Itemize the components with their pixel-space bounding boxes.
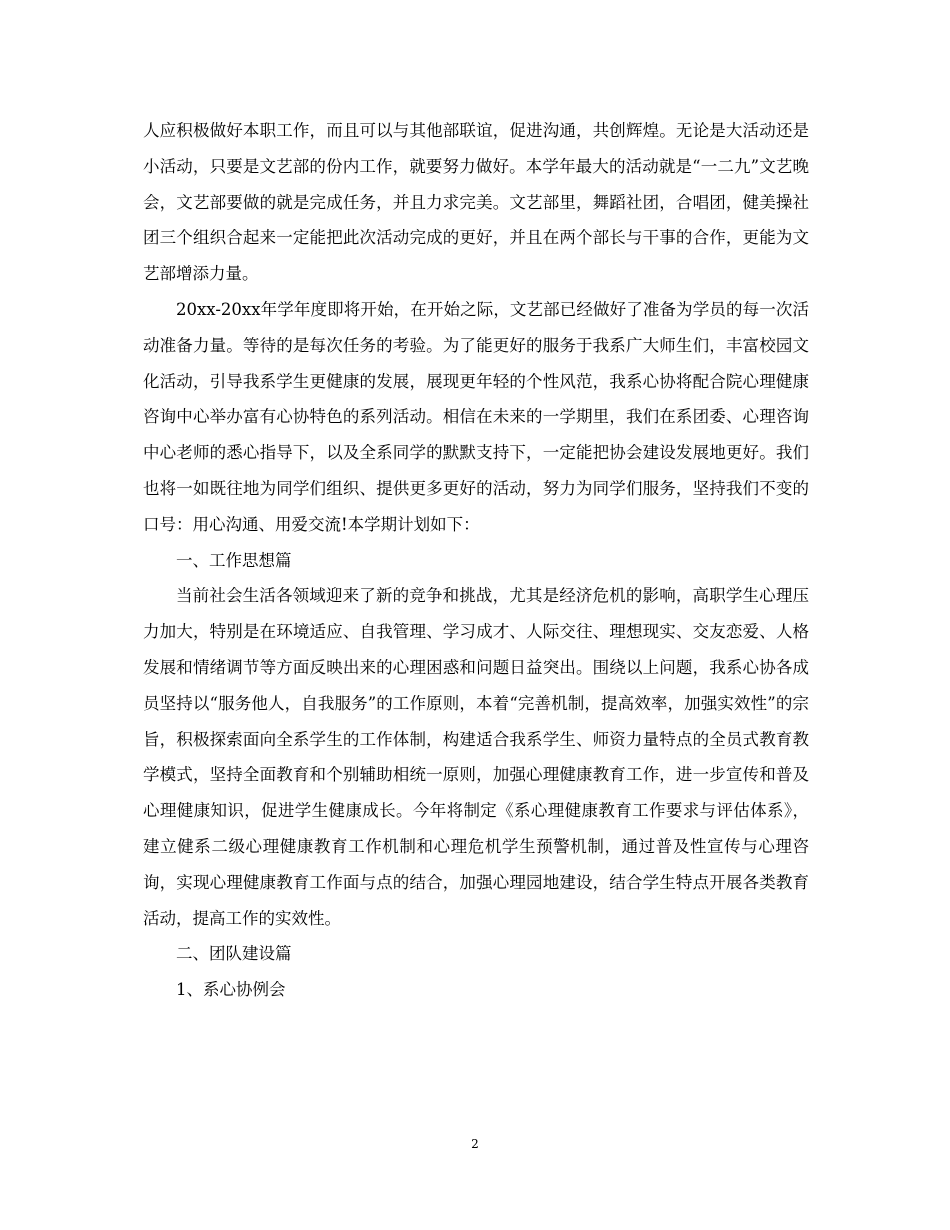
page-number: 2 [471, 1137, 479, 1151]
section-heading: 二、团队建设篇 [176, 944, 292, 964]
paragraph: 20xx-20xx年学年度即将开始，在开始之际，文艺部已经做好了准备为学员的每一次活动准备力量。等待的是每次任务的考验。为了能更好的服务于我系广大师生们，丰富校园文化活动，引导我系学生更健康的发展，展现更年轻的个性风范，我系心协将配合院心理健康咨询中心举办富有心协特色的系列活动。相信在未来的一学期里，我们在系团委、心理咨询中心老师的悉心指导下，以及全系同学的默默支持下，一定能把协会建设发展地更好。我们也将一如既往地为同学们组织、提供更多更好的活动，努力为同学们服务，坚持我们不变的口号：用心沟通、用爱交流!本学期计划如下： [143, 299, 809, 534]
section-heading: 一、工作思想篇 [176, 550, 292, 570]
document-body [143, 113, 809, 1008]
subsection-heading: 1、系心协例会 [176, 980, 286, 1000]
paragraph: 当前社会生活各领域迎来了新的竞争和挑战，尤其是经济危机的影响，高职学生心理压力加大，特别是在环境适应、自我管理、学习成才、人际交往、理想现实、交友恋爱、人格发展和情绪调节等方面反映出来的心理困惑和问题日益突出。围绕以上问题，我系心协各成员坚持以“服务他人，自我服务”的工作原则，本着“完善机制，提高效率，加强实效性”的宗旨，积极探索面向全系学生的工作体制，构建适合我系学生、师资力量特点的全员式教育教学模式，坚持全面教育和个别辅助相统一原则，加强心理健康教育工作，进一步宣传和普及心理健康知识，促进学生健康成长。今年将制定《系心理健康教育工作要求与评估体系》，建立健系二级心理健康教育工作机制和心理危机学生预警机制，通过普及性宣传与心理咨询，实现心理健康教育工作面与点的结合，加强心理园地建设，结合学生特点开展各类教育活动，提高工作的实效性。 [143, 586, 809, 928]
paragraph-continued: 人应积极做好本职工作，而且可以与其他部联谊，促进沟通，共创辉煌。无论是大活动还是小活动，只要是文艺部的份内工作，就要努力做好。本学年最大的活动就是“一二九”文艺晚会，文艺部要做的就是完成任务，并且力求完美。文艺部里，舞蹈社团，合唱团，健美操社团三个组织合起来一定能把此次活动完成的更好，并且在两个部长与干事的合作，更能为文艺部增添力量。 [143, 121, 809, 284]
